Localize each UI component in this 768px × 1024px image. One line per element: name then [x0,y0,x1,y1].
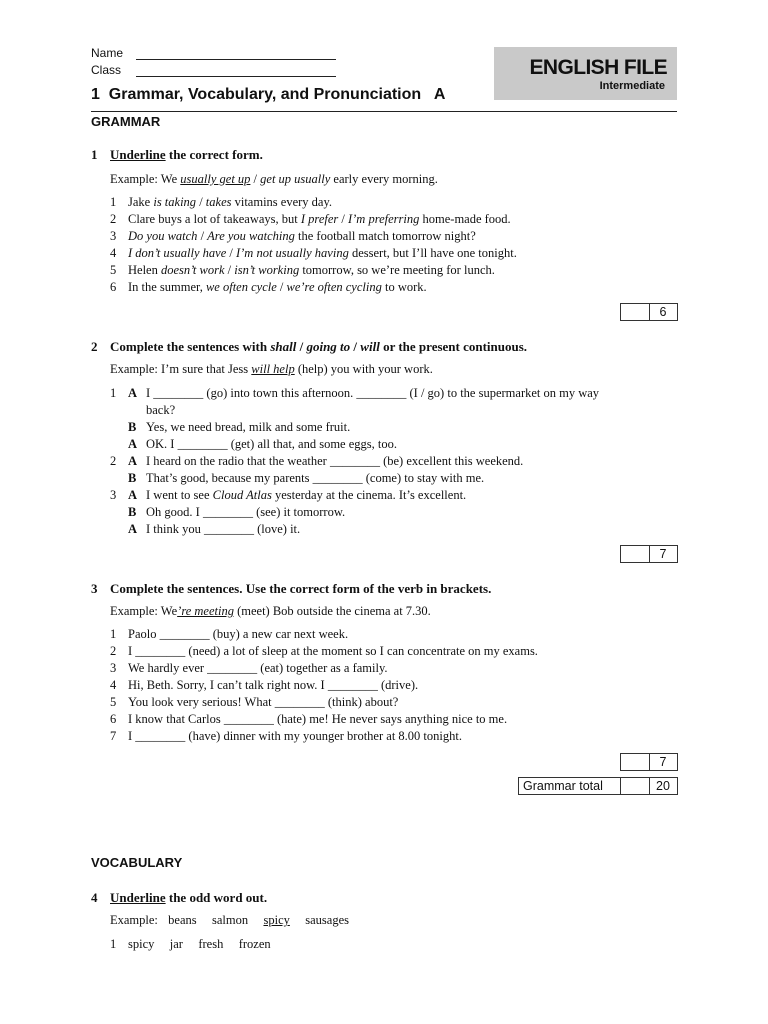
word-option[interactable]: frozen [238,937,271,951]
item-text: Paolo ________ (buy) a new car next week. [128,627,349,641]
speaker-label: B [128,505,137,519]
sentence-text: Jake [128,195,154,209]
item-text [128,263,495,278]
q2-score-input[interactable] [621,546,650,562]
sentence-text: / [276,280,287,294]
q4-number: 4 [91,890,98,905]
grammar-total-input[interactable] [620,778,650,794]
option-text[interactable]: I’m preferring [347,212,420,226]
dialogue-text [146,420,350,435]
q2-slash: / [296,339,307,354]
example-slash: / [250,172,261,186]
item-number: 6 [110,280,117,294]
sentence-text: / [226,246,236,260]
q3-score-max: 7 [659,755,667,769]
example-text-end: (meet) Bob outside the cinema at 7.30. [233,604,431,618]
sentence-text: dessert, but I’ll have one tonight. [348,246,517,260]
example-label: Example: [110,913,158,927]
example-answer: spicy [263,913,290,927]
q4-example [110,913,349,928]
speaker-label: A [128,522,138,536]
item-number: 2 [110,644,117,658]
example-word: sausages [305,913,349,927]
speaker-label: B [128,471,137,485]
title-rule [91,111,677,112]
q2-option-will: will [360,339,380,354]
grammar-heading: GRAMMAR [91,114,161,129]
item-number: 2 [110,454,117,468]
dialogue-text [146,471,484,486]
q2-score-max: 7 [659,547,667,561]
sentence-text: vitamins every day. [231,195,333,209]
sentence-text: / [338,212,348,226]
option-text[interactable]: Are you watching [207,229,295,243]
sentence-text: / [196,195,206,209]
option-text[interactable]: isn’t working [234,263,300,277]
option-text[interactable]: I’m not usually having [235,246,349,260]
speaker-label: A [128,437,138,451]
name-label: Name [91,46,124,60]
q2-instruction-end: or the present continuous. [379,339,528,354]
item-number: 4 [110,246,117,260]
q4-heading [91,890,267,906]
item-number: 4 [110,678,117,692]
item-text: You look very serious! What ________ (think) about? [128,695,399,709]
q3-instruction: Complete the sentences. Use the correct form of the verb in brackets. [110,581,492,596]
q3-heading [91,581,491,597]
word-list [128,937,271,952]
option-text[interactable]: takes [205,195,232,209]
q1-score-max: 6 [659,305,667,319]
example-word: beans [168,913,197,927]
item-number: 3 [110,488,117,502]
page-title: 1 Grammar, Vocabulary, and Pronunciation A [91,86,446,103]
example-word: salmon [212,913,249,927]
q1-instruction-underline: Underline [110,147,166,162]
q3-score-box [620,753,678,771]
example-text: Example: We [110,172,181,186]
dialogue-text [146,403,175,418]
q4-instruction: the odd word out. [165,890,268,905]
sentence-text: In the summer, [128,280,206,294]
q1-example [110,172,438,187]
item-text [128,195,332,210]
item-text [128,229,476,244]
word-option[interactable]: jar [169,937,183,951]
dialogue-text [146,454,523,469]
word-option[interactable]: spicy [128,937,155,951]
item-number: 1 [110,195,117,209]
q1-score-input[interactable] [621,304,650,320]
example-option: get up usually [260,172,331,186]
example-text-end: (help) you with your work. [294,362,433,376]
sentence-text: to work. [381,280,427,294]
class-label: Class [91,63,122,77]
sentence-text: OK. I ________ (get) all that, and some eggs, too. [146,437,397,451]
item-number: 5 [110,263,117,277]
item-number: 6 [110,712,117,726]
example-answer: will help [251,362,295,376]
grammar-total-box [518,777,678,795]
option-text[interactable]: we often cycle [205,280,277,294]
item-number: 7 [110,729,117,743]
item-text: Hi, Beth. Sorry, I can’t talk right now. I ________ (drive). [128,678,419,692]
sentence-text: That’s good, because my parents ________ (come) to stay with me. [146,471,485,485]
logo-title: ENGLISH FILE [529,56,667,79]
item-number: 1 [110,627,117,641]
sentence-text: I think you ________ (love) it. [146,522,301,536]
speaker-label: A [128,488,138,502]
q2-option-going-to: going to [306,339,351,354]
item-text [128,246,517,261]
example-answer: usually get up [180,172,251,186]
q1-number: 1 [91,147,98,162]
item-number: 1 [110,386,117,400]
q2-slash: / [350,339,361,354]
example-text-end: early every morning. [330,172,438,186]
sentence-text: I went to see [146,488,213,502]
q2-instruction: Complete the sentences with [110,339,271,354]
logo-subtitle: Intermediate [599,80,665,92]
item-number: 1 [110,937,117,951]
speaker-label: A [128,454,138,468]
example-text: Example: I’m sure that Jess [110,362,252,376]
sentence-text: yesterday at the cinema. It’s excellent. [271,488,467,502]
grammar-total-max: 20 [656,779,670,793]
q4-instruction-underline: Underline [110,890,166,905]
q3-number: 3 [91,581,98,596]
option-text[interactable]: I don’t usually have [128,246,227,260]
film-title: Cloud Atlas [212,488,272,502]
item-text [128,280,427,295]
q3-score-input[interactable] [621,754,650,770]
q2-example [110,362,433,377]
item-number: 2 [110,212,117,226]
q1-instruction: the correct form. [165,147,263,162]
sentence-text: I heard on the radio that the weather ________ (be) excellent this weekend. [146,454,524,468]
item-number: 5 [110,695,117,709]
dialogue-text [146,437,397,452]
q2-number: 2 [91,339,98,354]
q2-heading [91,339,527,355]
vocabulary-heading: VOCABULARY [91,855,183,870]
dialogue-text [146,505,345,520]
q2-option-shall: shall [270,339,297,354]
name-field[interactable] [136,59,336,60]
item-text: We hardly ever ________ (eat) together as a family. [128,661,388,675]
item-text: I ________ (have) dinner with my younger brother at 8.00 tonight. [128,729,462,743]
option-text[interactable]: doesn’t work [160,263,225,277]
item-text: I ________ (need) a lot of sleep at the moment so I can concentrate on my exams. [128,644,538,658]
sentence-text: tomorrow, so we’re meeting for lunch. [299,263,495,277]
item-text: I know that Carlos ________ (hate) me! He never says anything nice to me. [128,712,508,726]
speaker-label: A [128,386,138,400]
speaker-label: B [128,420,137,434]
example-answer: ’re meeting [177,604,234,618]
dialogue-text [146,386,599,401]
example-text: Example: We [110,604,178,618]
dialogue-text [146,488,466,503]
grammar-total-label: Grammar total [523,779,603,793]
sentence-text: / [224,263,235,277]
sentence-text: Helen [128,263,161,277]
sentence-text: Yes, we need bread, milk and some fruit. [146,420,351,434]
q2-score-box [620,545,678,563]
q3-example [110,604,431,619]
class-field[interactable] [136,76,336,77]
option-text[interactable]: is taking [153,195,197,209]
english-file-logo [494,47,677,100]
item-number: 3 [110,661,117,675]
word-option[interactable]: fresh [198,937,224,951]
option-text[interactable]: we’re often cycling [286,280,382,294]
sentence-text: Oh good. I ________ (see) it tomorrow. [146,505,346,519]
q1-heading [91,147,263,163]
sentence-text: home-made food. [419,212,511,226]
sentence-text: back? [146,403,176,417]
option-text[interactable]: I prefer [300,212,339,226]
dialogue-text [146,522,300,537]
sentence-text: Clare buys a lot of takeaways, but [128,212,301,226]
item-text [128,212,511,227]
sentence-text: the football match tomorrow night? [294,229,476,243]
sentence-text: / [197,229,208,243]
sentence-text: I ________ (go) into town this afternoon. ________ (I / go) to the supermarket on my way [146,386,600,400]
item-number: 3 [110,229,117,243]
q1-score-box [620,303,678,321]
option-text[interactable]: Do you watch [128,229,198,243]
